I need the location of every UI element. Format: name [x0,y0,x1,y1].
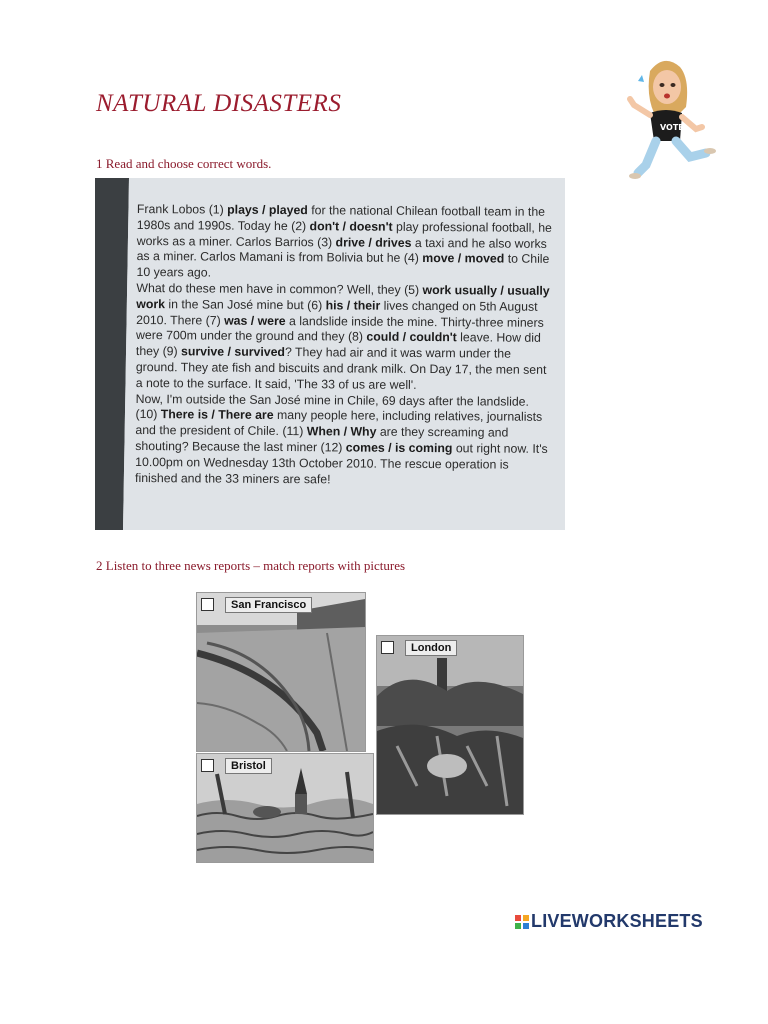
reading-paragraph-3: Now, I'm outside the San José mine in Chile, 69 days after the landslide. (10) There is / There are many people here, including relatives, journalists and the president of Chile. (11) When / Why are they screaming and shouting? Because the last miner (12) comes / is coming out right now. It's 10.00pm on Wednesday 13th October 2010. The rescue operation is finished and the 33 miners are safe! [135,391,548,486]
mascot-character-illustration [620,55,720,183]
reading-paragraph-1: Frank Lobos (1) plays / played for the national Chilean football team in the 1980s and 1990s. Today he (2) don't / doesn't play professional football, he works as a miner. Carlos Barrios (3) drive / drives a taxi and he also works as a miner. Carlos Mamani is from Bolivia but he (4) move / moved to Chile 10 years ago. [136,202,552,280]
answer-checkbox[interactable] [201,759,214,772]
choice-9[interactable]: survive / survived [181,344,286,360]
reading-passage [135,202,555,489]
choice-7[interactable]: was / were [224,313,286,328]
section-1-heading: 1 Read and choose correct words. [96,156,272,171]
picture-label: Bristol [225,758,272,774]
answer-checkbox[interactable] [381,641,394,654]
liveworksheets-brand-text: LIVEWORKSHEETS [531,911,703,931]
picture-label: London [405,640,457,656]
choice-11[interactable]: When / Why [306,424,377,439]
choice-5[interactable]: work usually / usually work [136,282,550,311]
page-title: NATURAL DISASTERS [96,90,342,117]
section-2-heading: 2 Listen to three news reports – match reports with pictures [96,558,406,573]
flood-woodcut-image [197,754,373,862]
choice-2[interactable]: don't / doesn't [309,219,393,234]
choice-1[interactable]: plays / played [227,202,308,218]
svg-text:VOTE: VOTE [660,123,684,132]
picture-san-francisco [196,592,366,752]
choice-3[interactable]: drive / drives [335,234,412,250]
choice-4[interactable]: move / moved [422,251,505,266]
reading-paragraph-2: What do these men have in common? Well, they (5) work usually / usually work in the San José mine but (6) his / their lives changed on 5th August 2010. There (7) was / were a landslide inside the mine. Thirty-three miners were 700m under the ground and they (8) could / couldn't leave. How did they (9) survive / survived? They had air and it was warm under the ground. They ate fish and biscuits and drank milk. On Day 17, the men sent a note to the surface. It said, 'The 33 of us are well'. [135,280,550,392]
liveworksheets-logo [515,911,703,932]
picture-london [376,635,524,815]
choice-10[interactable]: There is / There are [160,407,274,423]
choice-8[interactable]: could / couldn't [366,329,457,345]
fire-engraving-image [377,636,523,814]
choice-6[interactable]: his / their [325,298,381,313]
earthquake-street-image [197,593,365,751]
picture-label: San Francisco [225,597,312,613]
reading-passage-card [95,178,565,530]
liveworksheets-logo-icon [515,915,529,929]
picture-bristol [196,753,374,863]
choice-12[interactable]: comes / is coming [345,440,453,456]
answer-checkbox[interactable] [201,598,214,611]
